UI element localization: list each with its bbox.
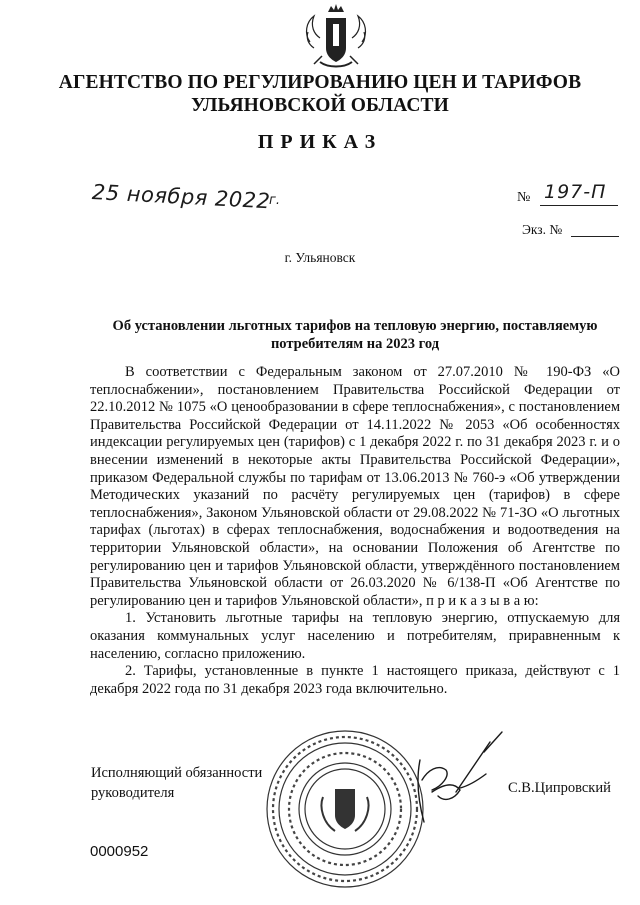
signatory-title-line1: Исполняющий обязанности: [91, 765, 263, 781]
document-type-heading: ПРИКАЗ: [257, 131, 383, 153]
document-body: [90, 364, 620, 698]
document-serial-number: 0000952: [90, 843, 149, 860]
date-year-suffix: г.: [269, 193, 280, 208]
handwritten-order-number: 197-П: [544, 181, 607, 203]
handwritten-signature-icon: [398, 730, 518, 830]
body-paragraph-2: 1. Установить льготные тарифы на тепловую энергию, отпускаемую для оказания коммунальных услуг населению и потребителям, приравненным к населению, согласно приложению.: [90, 610, 620, 662]
document-title: Об установлении льготных тарифов на тепловую энергию, поставляемую потребителям на 2023 год: [112, 318, 598, 352]
agency-name-line1: АГЕНТСТВО ПО РЕГУЛИРОВАНИЮ ЦЕН И ТАРИФОВ: [58, 72, 582, 93]
copy-number-label: Экз. №: [522, 222, 563, 237]
order-keyword: п р и к а з ы в а ю:: [426, 592, 539, 609]
coat-of-arms-icon: [300, 4, 372, 70]
signatory-name: С.В.Ципровский: [508, 780, 611, 796]
body-paragraph-3: 2. Тарифы, установленные в пункте 1 настоящего приказа, действуют с 1 декабря 2022 года по 31 декабря 2023 года включительно.: [90, 663, 620, 697]
signatory-title: [91, 764, 262, 803]
city: г. Ульяновск: [284, 250, 356, 265]
order-number-label: №: [517, 190, 531, 205]
signatory-title-line2: руководителя: [91, 784, 175, 801]
handwritten-date: 25 ноября 2022: [91, 180, 272, 214]
order-number-underline: [540, 205, 618, 206]
agency-name-line2: УЛЬЯНОВСКОЙ ОБЛАСТИ: [191, 95, 449, 116]
body-paragraph-1: [90, 364, 620, 610]
paragraph-1-text: В соответствии с Федеральным законом от 27.07.2010 № 190-ФЗ «О теплоснабжении», постановлением Правительства Российской Федерации от 22.10.2012 № 1075 «О ценообразовании в сфере теплоснабжения», с постановлением Правительства Российской Федерации от 14.11.2022 № 2053 «Об особенностях индексации регулируемых цен (тарифов) с 1 декабря 2022 г. по 31 декабря 2023 г. и о внесении изменений в некоторые акты Правительства Российской Федерации», приказом Федеральной службы по тарифам от 13.06.2013 № 760-э «Об утверждении Методических указаний по расчёту регулируемых цен (тарифов) в сфере теплоснабжения», Законом Ульяновской области от 29.08.2022 № 71-ЗО «О льготных тарифах (льготах) в сферах теплоснабжения, водоснабжения и водоотведения на территории Ульяновской области», на основании Положения об Агентстве по регулированию цен и тарифов Ульяновской области, утверждённого постановлением Правительства Ульяновской области от 26.03.2020 № 6/138-П «Об Агентстве по регулированию цен и тарифов Ульяновской области»,: [90, 364, 620, 609]
copy-number-underline: [571, 236, 619, 237]
